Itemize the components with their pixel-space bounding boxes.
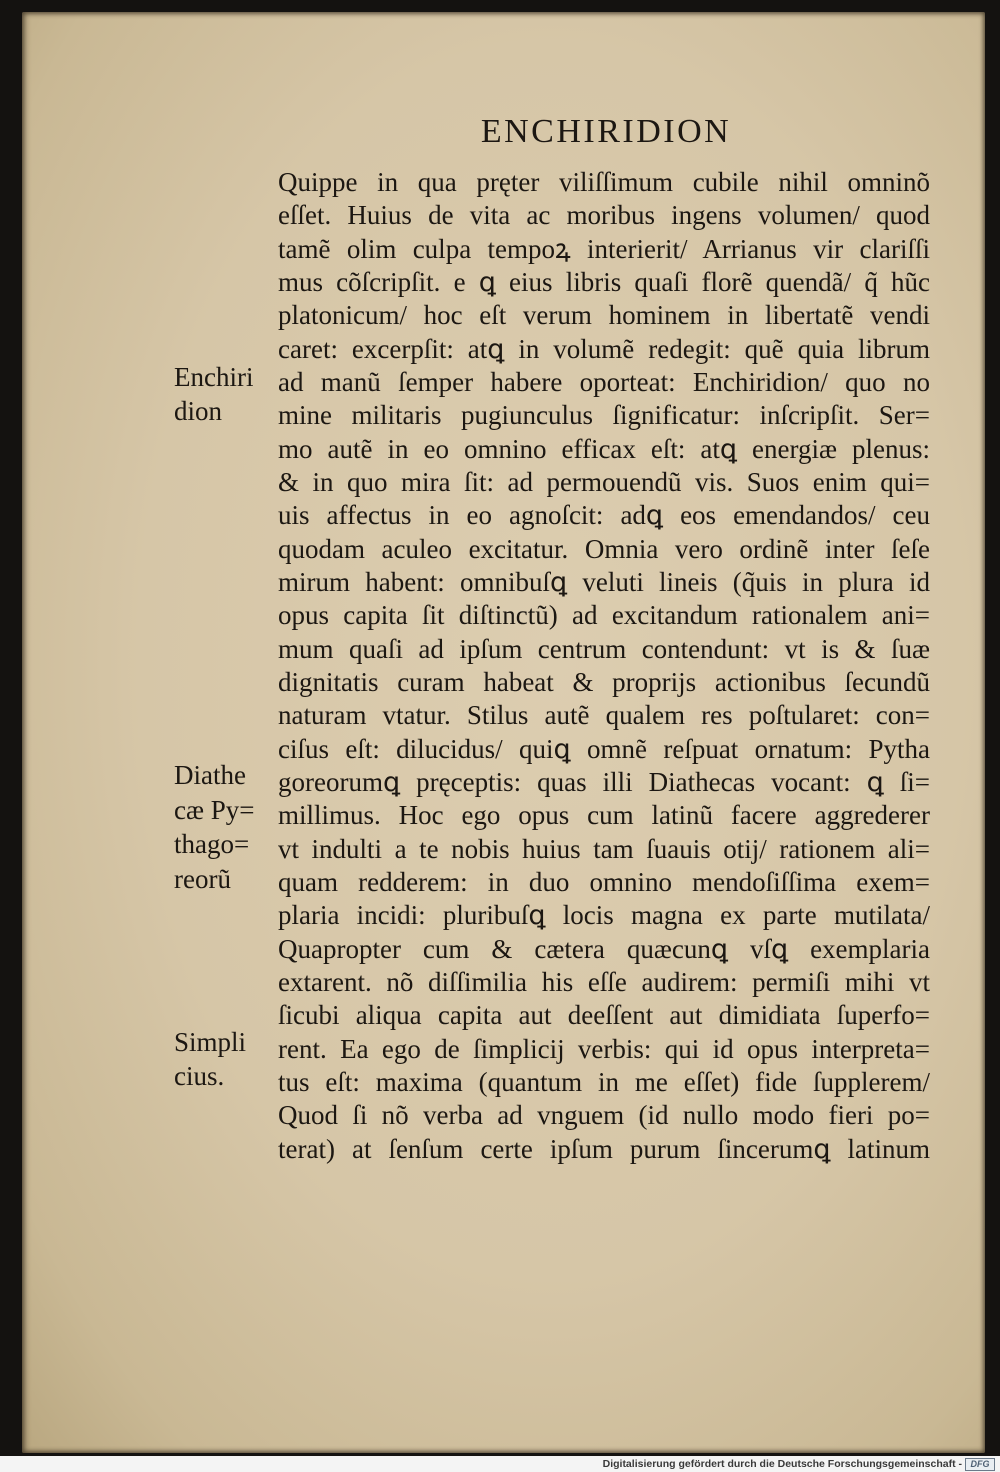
text-line: naturam vtatur. Stilus autẽ qualem res poſtularet: con= xyxy=(278,700,930,731)
text-line: quam redderem: in duo omnino mendoſiſſima exem= xyxy=(278,866,930,897)
marginal-note-enchiridion xyxy=(174,360,253,428)
text-line: terat) at ſenſum certe ipſum purum ſincerumꝗ latinum xyxy=(278,1133,930,1164)
text-line: extarent. nõ diſſimilia his eſſe audirem: permiſi mihi vt xyxy=(278,966,930,997)
text-line: uis affectus in eo agnoſcit: adꝗ eos emendandos/ ceu xyxy=(278,500,930,531)
running-head: ENCHIRIDION xyxy=(480,113,732,150)
marginal-note-line: cius. xyxy=(174,1061,225,1091)
text-line: Quod ſi nõ verba ad vnguem (id nullo modo fieri po= xyxy=(278,1100,930,1131)
text-line: ad manũ ſemper habere oporteat: Enchiridion/ quo no xyxy=(278,366,930,397)
text-line: plaria incidi: pluribuſꝗ locis magna ex parte mutilata/ xyxy=(278,900,930,931)
main-text-block xyxy=(278,166,930,1166)
text-line: tamẽ olim culpa tempoꝝ interierit/ Arrianus vir clariſſi xyxy=(278,233,930,264)
text-line: eſſet. Huius de vita ac moribus ingens volumen/ quod xyxy=(278,200,930,231)
funding-credit: Digitalisierung gefördert durch die Deutsche Forschungsgemeinschaft - xyxy=(602,1458,962,1470)
text-line: Quippe in qua pręter viliſſimum cubile nihil omninõ xyxy=(278,167,930,197)
marginal-note-line: reorũ xyxy=(174,863,231,894)
marginal-note-line: dion xyxy=(174,396,223,426)
text-line: Quapropter cum & cætera quæcunꝗ vſꝗ exemplaria xyxy=(278,933,930,964)
text-line: goreorumꝗ pręceptis: quas illi Diathecas vocant: ꝗ ſi= xyxy=(278,766,930,797)
text-line: caret: excerpſit: atꝗ in volumẽ redegit: quẽ quia librum xyxy=(278,333,930,364)
text-line: ſicubi aliqua capita aut deeſſent aut dimidiata ſuperfo= xyxy=(278,1000,930,1031)
marginal-note-line: Diathe xyxy=(174,760,246,790)
text-line: mirum habent: omnibuſꝗ veluti lineis (q̃uis in plura id xyxy=(278,566,930,597)
text-line: rent. Ea ego de ſimplicij verbis: qui id opus interpreta= xyxy=(278,1033,930,1064)
marginal-note-diathecae xyxy=(174,758,255,896)
marginal-note-simplicius xyxy=(174,1025,246,1093)
text-line: mum quaſi ad ipſum centrum contendunt: vt is & ſuæ xyxy=(278,633,930,664)
text-line: mus cõſcripſit. e ꝗ eius libris quaſi florẽ quendã/ q̃ hũc xyxy=(278,266,930,297)
text-line: millimus. Hoc ego opus cum latinũ facere aggrederer xyxy=(278,800,930,831)
text-line: platonicum/ hoc eſt verum hominem in libertatẽ vendi xyxy=(278,300,930,331)
marginal-note-line: Enchiri xyxy=(174,362,254,392)
text-line: quodam aculeo excitatur. Omnia vero ordinẽ inter ſeſe xyxy=(278,533,930,564)
text-line: tus eſt: maxima (quantum in me eſſet) fide ſupplerem/ xyxy=(278,1066,930,1097)
text-line: opus capita ſit diſtinctũ) ad excitandum rationalem ani= xyxy=(278,600,930,631)
dfg-logo-icon: DFG xyxy=(965,1458,995,1471)
digitization-footer xyxy=(0,1456,1000,1472)
text-line: dignitatis curam habeat & proprijs actionibus ſecundũ xyxy=(278,666,930,697)
text-line: mine militaris pugiunculus ſignificatur: inſcripſit. Ser= xyxy=(278,400,930,431)
text-line: & in quo mira ſit: ad permouendũ vis. Suos enim qui= xyxy=(278,466,930,497)
marginal-note-line: cæ Py= xyxy=(174,794,255,825)
text-line: mo autẽ in eo omnino efficax eſt: atꝗ energiæ plenus: xyxy=(278,433,930,464)
marginal-note-line: thago= xyxy=(174,829,250,859)
text-line: ciſus eſt: dilucidus/ quiꝗ omnẽ reſpuat ornatum: Pytha xyxy=(278,733,930,764)
marginal-note-line: Simpli xyxy=(174,1027,247,1057)
text-line: vt indulti a te nobis huius tam ſuauis otij/ rationem ali= xyxy=(278,833,930,864)
